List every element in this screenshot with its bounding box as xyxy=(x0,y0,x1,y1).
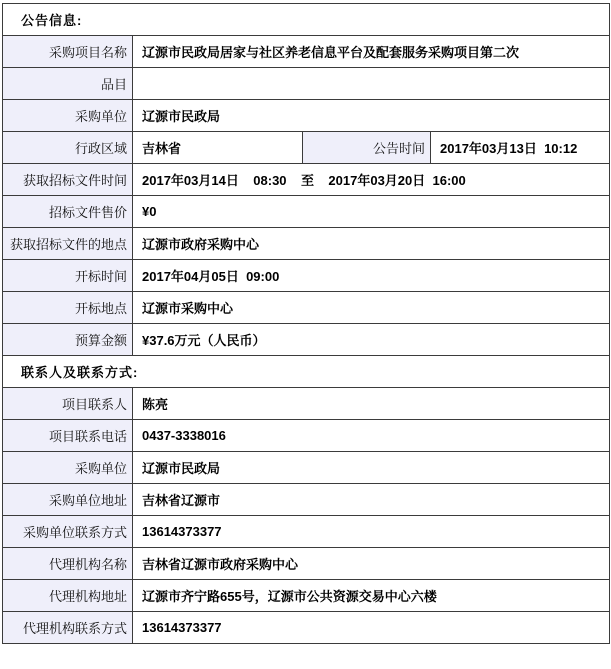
row-purchaser-phone xyxy=(3,516,610,548)
row-project-name xyxy=(3,36,610,68)
region-value: 吉林省 xyxy=(133,132,303,164)
doc-obtain-time-label: 获取招标文件时间 xyxy=(3,164,133,196)
doc-obtain-time-value: 2017年03月14日 08:30 至 2017年03月20日 16:00 xyxy=(133,164,610,196)
category-label: 品目 xyxy=(3,68,133,100)
row-bid-open-time xyxy=(3,260,610,292)
purchaser-phone-label: 采购单位联系方式 xyxy=(3,516,133,548)
project-phone-value: 0437-3338016 xyxy=(133,420,610,452)
row-budget xyxy=(3,324,610,356)
row-region-and-announce-time xyxy=(3,132,610,164)
row-project-contact xyxy=(3,388,610,420)
row-agency-name xyxy=(3,548,610,580)
purchaser-address-label: 采购单位地址 xyxy=(3,484,133,516)
procurement-notice-table xyxy=(2,3,610,644)
row-agency-address xyxy=(3,580,610,612)
row-purchaser-address xyxy=(3,484,610,516)
budget-value: ¥37.6万元（人民币） xyxy=(133,324,610,356)
row-agency-phone xyxy=(3,612,610,644)
row-doc-obtain-time xyxy=(3,164,610,196)
agency-phone-label: 代理机构联系方式 xyxy=(3,612,133,644)
bid-open-time-value: 2017年04月05日 09:00 xyxy=(133,260,610,292)
project-phone-label: 项目联系电话 xyxy=(3,420,133,452)
row-category xyxy=(3,68,610,100)
project-name-label: 采购项目名称 xyxy=(3,36,133,68)
bid-open-place-value: 辽源市采购中心 xyxy=(133,292,610,324)
doc-price-label: 招标文件售价 xyxy=(3,196,133,228)
agency-address-label: 代理机构地址 xyxy=(3,580,133,612)
project-contact-value: 陈亮 xyxy=(133,388,610,420)
doc-price-value: ¥0 xyxy=(133,196,610,228)
purchaser-label: 采购单位 xyxy=(3,100,133,132)
row-project-phone xyxy=(3,420,610,452)
bid-open-place-label: 开标地点 xyxy=(3,292,133,324)
announce-time-value: 2017年03月13日 10:12 xyxy=(431,132,610,164)
row-doc-price xyxy=(3,196,610,228)
row-bid-open-place xyxy=(3,292,610,324)
bid-open-time-label: 开标时间 xyxy=(3,260,133,292)
purchaser-address-value: 吉林省辽源市 xyxy=(133,484,610,516)
project-contact-label: 项目联系人 xyxy=(3,388,133,420)
contact-purchaser-value: 辽源市民政局 xyxy=(133,452,610,484)
contact-section-title: 联系人及联系方式: xyxy=(3,356,610,388)
purchaser-phone-value: 13614373377 xyxy=(133,516,610,548)
row-purchaser xyxy=(3,100,610,132)
agency-address-value: 辽源市齐宁路655号，辽源市公共资源交易中心六楼 xyxy=(133,580,610,612)
contact-purchaser-label: 采购单位 xyxy=(3,452,133,484)
agency-name-value: 吉林省辽源市政府采购中心 xyxy=(133,548,610,580)
section-header-row-announcement xyxy=(3,4,610,36)
agency-name-label: 代理机构名称 xyxy=(3,548,133,580)
agency-phone-value: 13614373377 xyxy=(133,612,610,644)
row-doc-obtain-place xyxy=(3,228,610,260)
section-header-row-contact xyxy=(3,356,610,388)
doc-obtain-place-label: 获取招标文件的地点 xyxy=(3,228,133,260)
row-contact-purchaser xyxy=(3,452,610,484)
category-value xyxy=(133,68,610,100)
budget-label: 预算金额 xyxy=(3,324,133,356)
doc-obtain-place-value: 辽源市政府采购中心 xyxy=(133,228,610,260)
project-name-value: 辽源市民政局居家与社区养老信息平台及配套服务采购项目第二次 xyxy=(133,36,610,68)
announce-time-label: 公告时间 xyxy=(303,132,431,164)
purchaser-value: 辽源市民政局 xyxy=(133,100,610,132)
announcement-section-title: 公告信息: xyxy=(3,4,610,36)
region-label: 行政区域 xyxy=(3,132,133,164)
